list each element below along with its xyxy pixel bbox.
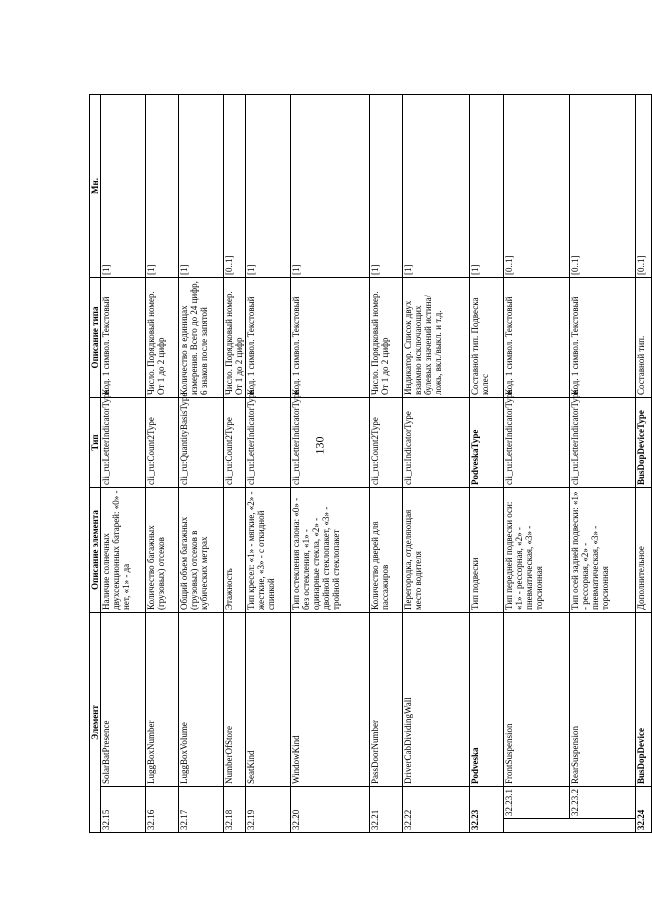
table-row	[636, 94, 652, 832]
header-multiplicity: Мн.	[90, 94, 101, 277]
multiplicity: [1]	[179, 94, 224, 277]
header-description: Описание элемента	[90, 487, 101, 612]
element-name: RearSuspension	[570, 612, 636, 786]
element-type: cli_ru:Count2Type	[370, 397, 403, 487]
type-description: Число. Порядковый номер. От 1 до 2 цифр	[146, 277, 179, 397]
element-name: FrontSuspension	[504, 612, 570, 786]
table-row	[101, 94, 146, 832]
multiplicity: [1]	[370, 94, 403, 277]
rotated-table-frame	[89, 95, 647, 833]
type-description: Индикатор. Список двух взаимно исключающих булевых значений истина/ложь, вкл./выкл. и т.д.	[403, 277, 470, 397]
multiplicity: [1]	[146, 94, 179, 277]
row-number: 32.24	[636, 787, 652, 833]
elements-table	[89, 94, 652, 833]
multiplicity: [1]	[291, 94, 370, 277]
multiplicity: [1]	[470, 94, 504, 277]
multiplicity: [1]	[403, 94, 470, 277]
multiplicity: [0..1]	[636, 94, 652, 277]
header-row	[90, 94, 101, 832]
row-number: 32.23	[470, 787, 504, 833]
element-type: cli_ru:LetterIndicatorType	[101, 397, 146, 487]
element-description: Общий объем багажных (грузовых) отсеков в кубических метрах	[179, 487, 224, 612]
element-name: SeatKind	[246, 612, 291, 786]
row-number: 32.18	[224, 787, 246, 833]
element-description: Наличие солнечных двухсекционных батарей: «0» - нет, «1» - да	[101, 487, 146, 612]
type-description: Код. 1 символ. Текстовый	[504, 277, 570, 397]
element-name: SolarBatPresence	[101, 612, 146, 786]
element-name: Podveska	[470, 612, 504, 786]
table-row	[570, 94, 636, 832]
row-number: 32.16	[146, 787, 179, 833]
type-description: Код. 1 символ. Текстовый	[291, 277, 370, 397]
element-description: Перегородка, отделяющая место водителя	[403, 487, 470, 612]
table-row	[504, 94, 570, 832]
type-description: Число. Порядковый номер. От 1 до 2 цифр	[370, 277, 403, 397]
element-type: cli_ru:LetterIndicatorType	[291, 397, 370, 487]
element-type: cli_ru:Count2Type	[146, 397, 179, 487]
row-number: 32.15	[101, 787, 146, 833]
table-row	[179, 94, 224, 832]
element-type: PodveskaType	[470, 397, 504, 487]
type-description: Код. 1 символ. Текстовый	[570, 277, 636, 397]
table-row	[470, 94, 504, 832]
table-row	[291, 94, 370, 832]
row-number: 32.17	[179, 787, 224, 833]
element-type: cli_ru:LetterIndicatorType	[246, 397, 291, 487]
element-description: Тип остекления салона: «0» - без остекления, «1» - одинарные стекла, «2» - двойной стеклопакет, «3» - тройной стеклопакет	[291, 487, 370, 612]
element-name: LuggBoxVolume	[179, 612, 224, 786]
element-description: Дополнительное	[636, 487, 652, 612]
row-number: 32.22	[403, 787, 470, 833]
element-type: BusDopDeviceType	[636, 397, 652, 487]
type-description: Число. Порядковый номер. От 1 до 2 цифр	[224, 277, 246, 397]
element-description: Количество дверей для пассажиров	[370, 487, 403, 612]
table-row	[224, 94, 246, 832]
table-row	[246, 94, 291, 832]
indent-cell	[504, 819, 570, 833]
multiplicity: [1]	[246, 94, 291, 277]
header-type-description: Описание типа	[90, 277, 101, 397]
table-row	[370, 94, 403, 832]
row-number: 32.21	[370, 787, 403, 833]
element-description: Тип кресел: «1» - мягкие, «2» - жесткие, «3» - с откидной спинкой	[246, 487, 291, 612]
header-element: Элемент	[90, 612, 101, 832]
element-type: cli_ru:Count2Type	[224, 397, 246, 487]
type-description: Код. 1 символ. Текстовый	[246, 277, 291, 397]
multiplicity: [0..1]	[504, 94, 570, 277]
row-number: 32.23.2	[570, 787, 636, 819]
type-description: Код. 1 символ. Текстовый	[101, 277, 146, 397]
element-type: cli_ru:QuantityBasisType	[179, 397, 224, 487]
multiplicity: [0..1]	[224, 94, 246, 277]
element-description: Количество багажных (грузовых) отсеков	[146, 487, 179, 612]
row-number: 32.19	[246, 787, 291, 833]
multiplicity: [0..1]	[570, 94, 636, 277]
type-description: Составной тип.	[636, 277, 652, 397]
row-number: 32.23.1	[504, 787, 570, 819]
header-type: Тип	[90, 397, 101, 487]
element-name: DriverCabDividingWall	[403, 612, 470, 786]
element-description: Тип подвески	[470, 487, 504, 612]
page-number: 130	[312, 436, 327, 455]
element-name: WindowKind	[291, 612, 370, 786]
type-description: Составной тип. Подвеска колес	[470, 277, 504, 397]
row-number: 32.20	[291, 787, 370, 833]
element-description: Тип осей задней подвески: «1» - рессорная, «2» - пневматическая, «3» - торсионная	[570, 487, 636, 612]
table-row	[146, 94, 179, 832]
multiplicity: [1]	[101, 94, 146, 277]
element-type: cli_ru:LetterIndicatorType	[570, 397, 636, 487]
table-container	[89, 95, 647, 833]
table-row	[403, 94, 470, 832]
element-name: NumberOfStore	[224, 612, 246, 786]
element-description: Этажность	[224, 487, 246, 612]
table-body	[101, 94, 652, 832]
element-name: BusDopDevice	[636, 612, 652, 786]
element-description: Тип передней подвески оси: «1» - рессорная, «2» - пневматическая, «3» - торсионная	[504, 487, 570, 612]
element-type: cli_ru:LetterIndicatorType	[504, 397, 570, 487]
element-type: cli_ru:IndicatorType	[403, 397, 470, 487]
type-description: Количество в единицах измерения. Всего до 24 цифр, 6 знаков после запятой	[179, 277, 224, 397]
element-name: LuggBoxNumber	[146, 612, 179, 786]
element-name: PassDoorNumber	[370, 612, 403, 786]
indent-cell	[570, 819, 636, 833]
